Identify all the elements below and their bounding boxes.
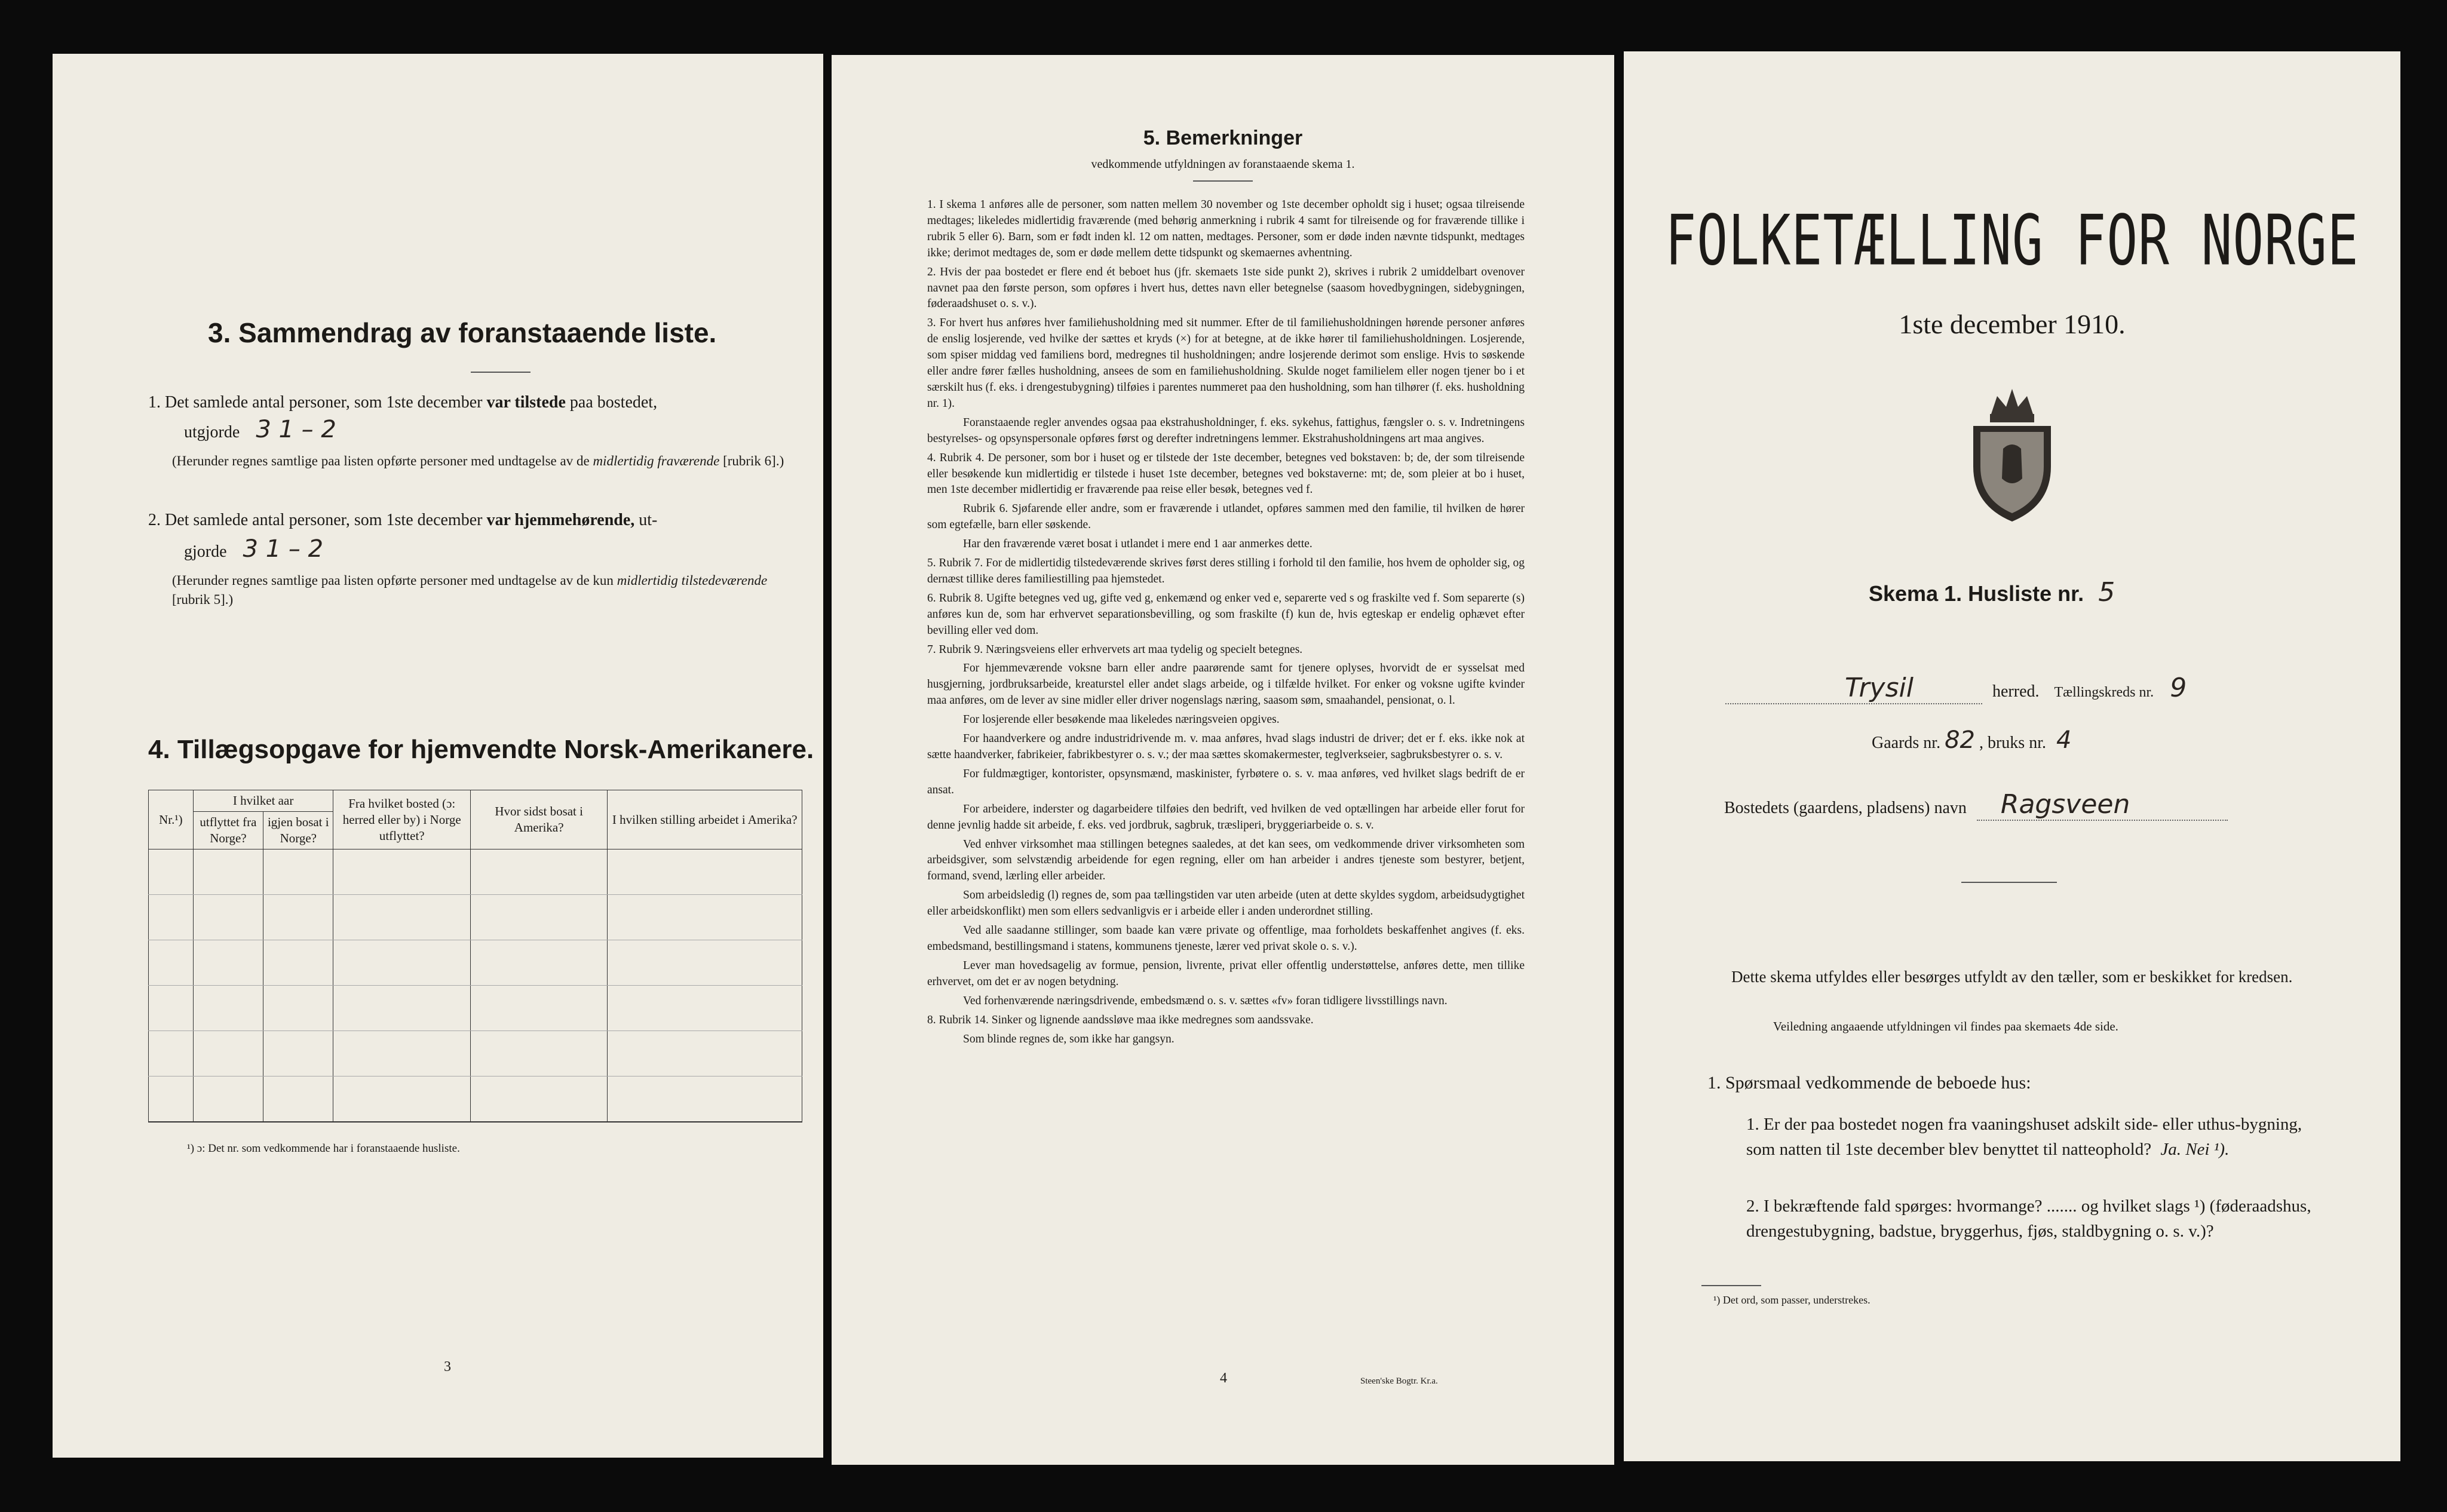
col-nr: Nr.¹) <box>149 790 194 849</box>
remark-item: Rubrik 6. Sjøfarende eller andre, som er fraværende i utlandet, opføres sammen med den familie, til hvilken de hører som egtefælle, barn eller søskende. <box>927 502 1525 532</box>
divider <box>1701 1285 1761 1286</box>
remarks-subtitle: vedkommende utfyldningen av foranstaaende skema 1. <box>1091 158 1355 171</box>
middle-page <box>832 55 1614 1465</box>
remark-item: Lever man hovedsagelig av formue, pension, livrente, privat eller offentlig understøttelse, anføres dette, men tillike erhvervet, om det er av nogen betydning. <box>927 959 1525 988</box>
remark-item: 8. Rubrik 14. Sinker og lignende aandssløve maa ikke medregnes som aandssvake. <box>927 1013 1314 1026</box>
husliste-nr: 5 <box>2098 577 2115 608</box>
right-page <box>1624 51 2400 1461</box>
section3-title: 3. Sammendrag av foranstaaende liste. <box>208 317 717 348</box>
col-igjen-bosat: igjen bosat i Norge? <box>263 812 333 849</box>
section3-item1-result: utgjorde 3 1 – 2 <box>184 416 336 443</box>
questions-heading: 1. Spørsmaal vedkommende de beboede hus: <box>1707 1073 2031 1093</box>
remark-item: Som blinde regnes de, som ikke har gangsyn. <box>963 1032 1175 1045</box>
form-title: FOLKETÆLLING FOR NORGE <box>1665 201 2359 281</box>
section4-footnote: ¹) ɔ: Det nr. som vedkommende har i foranstaaende husliste. <box>187 1142 460 1155</box>
bosted-line: Bostedets (gaardens, pladsens) navn Ragsveen <box>1724 789 2228 821</box>
remark-item: 2. Hvis der paa bostedet er flere end ét beboet hus (jfr. skemaets 1ste side punkt 2), skrives i rubrik 2 umiddelbart ovenover navnet paa den første person, som opføres i hvert hus, dettes navn eller betegnelse (saasom hovedbygningen, sidebygningen, føderaadshuset o. s. v.). <box>927 265 1525 311</box>
q1-answer: Ja. Nei ¹). <box>2160 1140 2230 1159</box>
remark-item: Foranstaaende regler anvendes ogsaa paa ekstrahusholdninger, f. eks. sykehus, fattighus, fængsler o. s. v. Indretningens bestyrelses- og opsynspersonale opføres først og derefter indretningens lemmer. Ekstrahusholdningens art maa angives. <box>927 416 1525 445</box>
gaards-line: Gaards nr. 82 , bruks nr. 4 <box>1872 726 2072 754</box>
section3-item2-result: gjorde 3 1 – 2 <box>184 535 324 563</box>
remarks-title: 5. Bemerkninger <box>1143 127 1303 149</box>
col-fra-bosted: Fra hvilket bosted (ɔ: herred eller by) i Norge utflyttet? <box>333 790 470 849</box>
col-hvor-bosat: Hvor sidst bosat i Amerika? <box>470 790 607 849</box>
remark-item: Ved forhenværende næringsdrivende, embedsmænd o. s. v. sættes «fv» foran tidligere livsstillings navn. <box>963 994 1448 1007</box>
table-row <box>149 849 802 895</box>
question-1: 1. Er der paa bostedet nogen fra vaaningshuset adskilt side- eller uthus-bygning, som natten til 1ste december blev benyttet til natteophold? Ja. Nei ¹). <box>1746 1115 2302 1159</box>
section3-item2: 2. Det samlede antal personer, som 1ste december var hjemmehørende, ut- <box>148 511 658 529</box>
remarks-list <box>927 197 1525 1050</box>
table-row <box>149 1077 802 1123</box>
table-row <box>149 986 802 1031</box>
remark-item: For arbeidere, inderster og dagarbeidere tilføies den bedrift, ved hvilken de ved optællingen har arbeide eller forut for denne jevnlig hadde sit arbeide, f. eks. ved jordbruk, sagbruk, træsliperi, bryggeriarbeide o. s. v. <box>927 802 1525 832</box>
printer-credit: Steen'ske Bogtr. Kr.a. <box>1360 1376 1438 1386</box>
divider <box>1193 180 1253 182</box>
bruks-nr: 4 <box>2056 726 2072 754</box>
veiledning-text: Veiledning angaaende utfyldningen vil findes paa skemaets 4de side. <box>1773 1019 2118 1033</box>
herred-value: Trysil <box>1845 673 1914 703</box>
herred-line: Trysil herred. Tællingskreds nr. 9 <box>1725 673 2187 704</box>
remark-item: For haandverkere og andre industridrivende m. v. maa anføres, hvad slags industri de driver; det er f. eks. ikke nok at sætte haandverker, fabrikeier, fabrikbestyrer o. s. v.; der maa sættes skomakermester, teglverkseier, sagbruksbestyrer o. s. v. <box>927 732 1525 761</box>
col-utflyttet: utflyttet fra Norge? <box>193 812 263 849</box>
skema-label: Skema 1. Husliste nr. 5 <box>1869 577 2115 608</box>
remark-item: Som arbeidsledig (l) regnes de, som paa tællingstiden var uten arbeide (uten at dette skyldes sygdom, arbeidsudygtighet eller arbeidskonflikt) men som ellers sedvanligvis er i arbeide eller i anden underordnet stilling. <box>927 889 1525 918</box>
remark-item: For losjerende eller besøkende maa likeledes næringsveien opgives. <box>963 713 1280 726</box>
remark-item: 3. For hvert hus anføres hver familiehusholdning med sit nummer. Efter de til familiehusholdningen hørende personer anføres de enslig losjerende, ved hvilke der sættes et kryds (×) for at betegne, at de ikke hører til familiehusholdningen. Losjerende, som spiser middag ved familiens bord, medregnes til husholdningen; andre losjerende derimot som enslige. Hvis to søskende eller andre fører fælles husholdning, ansees de som en familiehusholdning. Skulde noget familielem eller nogen tjener bo i et særskilt hus (f. eks. i drengestubygning) tilføies i parentes nummeret paa den husholdning, som han tilhører (f. eks. husholdning nr. 1). <box>927 317 1525 410</box>
remark-item: Har den fraværende været bosat i utlandet i mere end 1 aar anmerkes dette. <box>963 538 1313 551</box>
section3-item2-note: (Herunder regnes samtlige paa listen opførte personer med undtagelse av de kun midlertidig tilstedeværende [rubrik 5].) <box>172 573 768 607</box>
page-number-left: 3 <box>444 1359 451 1375</box>
section4-title: 4. Tillægsopgave for hjemvendte Norsk-Amerikanere. <box>148 735 814 764</box>
remark-item: Ved enhver virksomhet maa stillingen betegnes saaledes, at det kan sees, om vedkommende driver virksomheten som arbeidsgiver, som selvstændig arbeidende for egen regning, eller om han arbeider i andres tjeneste som bestyrer, betjent, formand, svend, lærling eller arbeider. <box>927 838 1525 883</box>
coat-of-arms-icon <box>1955 383 2069 526</box>
table-row <box>149 1031 802 1077</box>
left-page <box>53 54 823 1458</box>
remark-item: 5. Rubrik 7. For de midlertidig tilstedeværende skrives først deres stilling i forhold til den familie, hos hvem de opholder sig, og dernæst tillike deres familiestilling paa hjemstedet. <box>927 557 1525 585</box>
remark-item: Ved alle saadanne stillinger, som baade kan være private og offentlige, maa forholdets beskaffenhet angives (f. eks. embedsmand, bestillingsmand i statens, kommunens tjeneste, lærer ved privat skole o. s. v.). <box>927 924 1525 953</box>
remark-item: 7. Rubrik 9. Næringsveiens eller erhvervets art maa tydelig og specielt betegnes. <box>927 643 1303 656</box>
question-2: 2. I bekræftende fald spørges: hvormange? ....... og hvilket slags ¹) (føderaadshus, drengestubygning, badstue, bryggerhus, fjøs, staldbygning o. s. v.)? <box>1746 1197 2311 1241</box>
col-stilling: I hvilken stilling arbeidet i Amerika? <box>608 790 802 849</box>
remark-item: 1. I skema 1 anføres alle de personer, som natten mellem 30 november og 1ste december opholdt sig i huset; ogsaa tilreisende medtages; likeledes midlertidig fraværende (med behørig anmerkning i rubrik 4 samt for tilreisende og for fraværende tillike i rubrik 5 eller 6). Barn, som er født inden kl. 12 om natten, medtages. Personer, som er døde inden nævnte tidspunkt, medtages ikke; derimot medtages de, som er døde mellem dette tidspunkt og skemaernes avhentning. <box>927 198 1525 259</box>
instruction-text: Dette skema utfyldes eller besørges utfyldt av den tæller, som er beskikket for kredsen. <box>1731 968 2293 986</box>
col-group-year: I hvilket aar <box>193 790 333 812</box>
remark-item: 6. Rubrik 8. Ugifte betegnes ved ug, gifte ved g, enkemænd og enker ved e, separerte ved s og fraskilte ved f. Som separerte (s) anføres kun de, som har erhvervet separationsbevilling, og som fraskilte (f) kun de, hvis egteskap er endelig ophævet efter bevilling eller ved dom. <box>927 591 1525 637</box>
item2-handwritten-value: 3 1 – 2 <box>243 535 324 563</box>
census-date: 1ste december 1910. <box>1899 309 2126 339</box>
table-row <box>149 940 802 986</box>
section3-item1: 1. Det samlede antal personer, som 1ste december var tilstede paa bostedet, <box>148 393 658 412</box>
remark-item: For hjemmeværende voksne barn eller andre paarørende samt for tjenere oplyses, hvorvidt de er sysselsat med husgjerning, jordbruksarbeide, kreaturstel eller andet slags arbeide, og i tilfælde hvilket. For enker og voksne ugifte kvinder maa anføres, om de lever av sine midler eller driver nogenslags næring, saasom søm, smaahandel, pensionat, o. l. <box>927 662 1525 707</box>
section3-item1-note: (Herunder regnes samtlige paa listen opførte personer med undtagelse av de midlertidig fraværende [rubrik 6].) <box>172 453 784 468</box>
item1-handwritten-value: 3 1 – 2 <box>256 416 336 443</box>
bosted-value: Ragsveen <box>2000 789 2130 820</box>
remark-item: For fuldmægtiger, kontorister, opsynsmænd, maskinister, fyrbøtere o. s. v. maa anføres, ved hvilket slags bedrift de er ansat. <box>927 767 1525 796</box>
norsk-amerikanere-table <box>148 790 802 1123</box>
divider <box>1961 882 2057 883</box>
table-row <box>149 895 802 940</box>
page-number-middle: 4 <box>1220 1370 1227 1386</box>
taellingskreds-nr: 9 <box>2170 673 2187 703</box>
remark-item: 4. Rubrik 4. De personer, som bor i huset og er tilstede der 1ste december, betegnes ved bokstaven: b; de, der som tilreisende eller besøkende kun midlertidig er tilstede i huset 1ste december, betegnes ved bokstaverne: mt; de, som pleier at bo i huset, men 1ste december midlertidig er fraværende paa reise eller besøk, betegnes ved f. <box>927 451 1525 496</box>
divider <box>471 372 531 373</box>
right-footnote: ¹) Det ord, som passer, understrekes. <box>1713 1294 1870 1306</box>
gaards-nr: 82 <box>1945 726 1975 754</box>
